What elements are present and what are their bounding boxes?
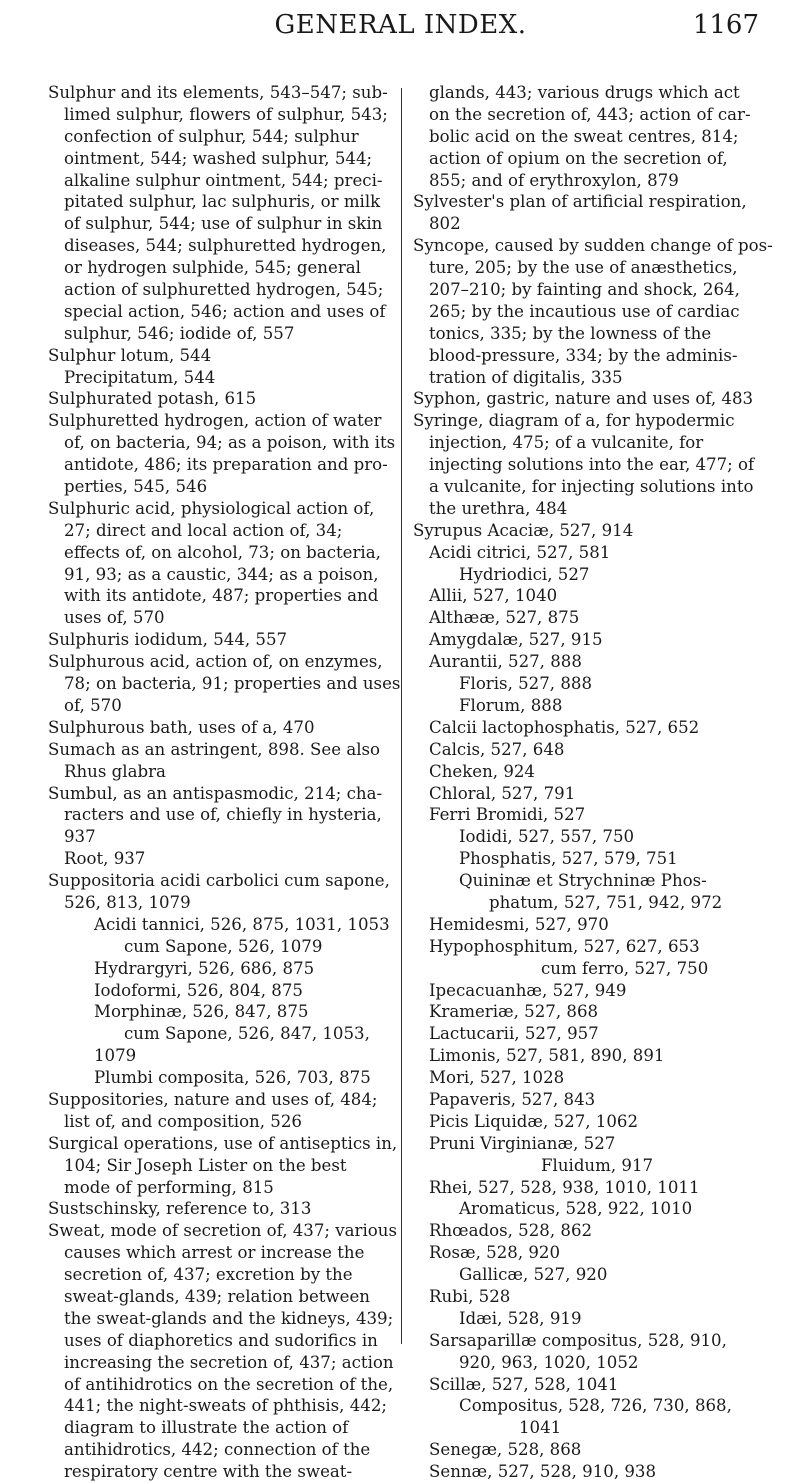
index-entry-line: perties, 545, 546 bbox=[64, 477, 208, 497]
index-entry-line: Sumbul, as an antispasmodic, 214; cha- bbox=[48, 783, 383, 803]
index-entry-line: Lactucarii, 527, 957 bbox=[429, 1024, 599, 1044]
index-entry-line: 265; by the incautious use of cardiac bbox=[429, 301, 740, 321]
index-entry-line: effects of, on alcohol, 73; on bacteria, bbox=[64, 542, 381, 562]
index-entry-line: Sustschinsky, reference to, 313 bbox=[48, 1199, 312, 1219]
index-entry-line: Florum, 888 bbox=[459, 695, 563, 715]
index-entry-line: Root, 937 bbox=[64, 849, 146, 869]
index-entry-line: causes which arrest or increase the bbox=[64, 1243, 365, 1263]
index-entry-line: of antihidrotics on the secretion of the, bbox=[64, 1374, 394, 1394]
index-entry-line: Papaveris, 527, 843 bbox=[429, 1089, 596, 1109]
index-entry-line: Rhei, 527, 528, 938, 1010, 1011 bbox=[429, 1177, 700, 1197]
index-entry-line: Senegæ, 528, 868 bbox=[429, 1440, 582, 1460]
index-entry-line: Limonis, 527, 581, 890, 891 bbox=[429, 1046, 665, 1066]
index-entry-line: diagram to illustrate the action of bbox=[64, 1418, 349, 1438]
index-entry-line: action of opium on the secretion of, bbox=[429, 148, 728, 168]
index-entry-line: Hypophosphitum, 527, 627, 653 bbox=[429, 936, 700, 956]
index-entry-line: antidote, 486; its preparation and pro- bbox=[64, 455, 388, 475]
index-entry-line: cum ferro, 527, 750 bbox=[541, 958, 709, 978]
index-entry-line: blood-pressure, 334; by the adminis- bbox=[429, 345, 738, 365]
index-entry-line: injecting solutions into the ear, 477; of bbox=[429, 455, 755, 475]
index-entry-line: Surgical operations, use of antiseptics in, bbox=[48, 1133, 398, 1153]
page-number: 1167 bbox=[692, 10, 759, 40]
index-entry-line: Syncope, caused by sudden change of pos- bbox=[413, 236, 773, 256]
index-entry-line: pitated sulphur, lac sulphuris, or milk bbox=[64, 192, 381, 212]
index-entry-line: mode of performing, 815 bbox=[64, 1177, 274, 1197]
index-entry-line: Syrupus Acaciæ, 527, 914 bbox=[413, 520, 634, 540]
index-entry-line: on the secretion of, 443; action of car- bbox=[429, 104, 751, 124]
index-entry-line: uses of diaphoretics and sudorifics in bbox=[64, 1330, 378, 1350]
index-entry-line: Sumach as an astringent, 898. See also bbox=[48, 739, 381, 759]
index-entry-line: Aromaticus, 528, 922, 1010 bbox=[459, 1199, 693, 1219]
index-entry-line: Floris, 527, 888 bbox=[459, 674, 593, 694]
index-entry-line: Hydriodici, 527 bbox=[459, 564, 590, 584]
index-entry-line: or hydrogen sulphide, 545; general bbox=[64, 258, 361, 278]
index-entry-line: Suppositories, nature and uses of, 484; bbox=[48, 1089, 378, 1109]
index-entry-line: Cheken, 924 bbox=[429, 761, 535, 781]
index-entry-line: Althææ, 527, 875 bbox=[429, 608, 580, 628]
index-entry-line: secretion of, 437; excretion by the bbox=[64, 1265, 353, 1285]
index-entry-line: Iodoformi, 526, 804, 875 bbox=[94, 980, 303, 1000]
index-entry-line: Sweat, mode of secretion of, 437; various bbox=[48, 1221, 397, 1241]
index-entry-line: sweat-glands, 439; relation between bbox=[64, 1286, 370, 1306]
index-entry-line: Rhœados, 528, 862 bbox=[429, 1221, 593, 1241]
index-entry-line: respiratory centre with the sweat- bbox=[64, 1462, 353, 1482]
index-entry-line: with its antidote, 487; properties and bbox=[64, 586, 379, 606]
index-entry-line: Acidi tannici, 526, 875, 1031, 1053 bbox=[94, 914, 390, 934]
index-entry-line: tonics, 335; by the lowness of the bbox=[429, 323, 712, 343]
index-entry-line: cum Sapone, 526, 847, 1053, bbox=[124, 1024, 370, 1044]
index-entry-line: diseases, 544; sulphuretted hydrogen, bbox=[64, 236, 387, 256]
index-column-right bbox=[413, 82, 773, 1483]
index-entry-line: antihidrotics, 442; connection of the bbox=[64, 1440, 371, 1460]
index-entry-line: Picis Liquidæ, 527, 1062 bbox=[429, 1111, 639, 1131]
index-entry-line: bolic acid on the sweat centres, 814; bbox=[429, 126, 739, 146]
index-entry-line: limed sulphur, flowers of sulphur, 543; bbox=[64, 104, 388, 124]
index-entry-line: Sulphur lotum, 544 bbox=[48, 345, 212, 365]
index-entry-line: Sennæ, 527, 528, 910, 938 bbox=[429, 1462, 657, 1482]
index-entry-line: Sylvester's plan of artificial respiration, bbox=[413, 192, 747, 212]
index-entry-line: Ipecacuanhæ, 527, 949 bbox=[429, 980, 627, 1000]
index-entry-line: cum Sapone, 526, 1079 bbox=[124, 936, 323, 956]
index-entry-line: glands, 443; various drugs which act bbox=[429, 83, 740, 102]
index-entry-line: Rubi, 528 bbox=[429, 1286, 511, 1306]
index-entry-line: Sulphurous bath, uses of a, 470 bbox=[48, 717, 315, 737]
index-entry-line: of sulphur, 544; use of sulphur in skin bbox=[64, 214, 383, 234]
index-entry-line: 441; the night-sweats of phthisis, 442; bbox=[64, 1396, 387, 1416]
index-entry-line: of, 570 bbox=[64, 695, 122, 715]
page-header bbox=[0, 10, 801, 46]
index-entry-line: uses of, 570 bbox=[64, 608, 165, 628]
index-entry-line: 78; on bacteria, 91; properties and uses bbox=[64, 674, 401, 694]
index-entry-line: 1041 bbox=[519, 1418, 562, 1438]
index-entry-line: a vulcanite, for injecting solutions into bbox=[429, 477, 754, 497]
index-entry-line: ointment, 544; washed sulphur, 544; bbox=[64, 148, 373, 168]
index-entry-line: the urethra, 484 bbox=[429, 498, 568, 518]
index-entry-line: Idæi, 528, 919 bbox=[459, 1308, 582, 1328]
index-entry-line: Amygdalæ, 527, 915 bbox=[429, 630, 603, 650]
index-entry-line: 802 bbox=[429, 214, 461, 234]
index-entry-line: Suppositoria acidi carbolici cum sapone, bbox=[48, 871, 390, 891]
index-entry-line: action of sulphuretted hydrogen, 545; bbox=[64, 280, 384, 300]
index-entry-line: Rosæ, 528, 920 bbox=[429, 1243, 561, 1263]
index-entry-line: 920, 963, 1020, 1052 bbox=[459, 1352, 639, 1372]
index-entry-line: Pruni Virginianæ, 527 bbox=[429, 1133, 616, 1153]
index-entry-line: Quininæ et Strychninæ Phos- bbox=[459, 871, 707, 891]
index-entry-line: Hydrargyri, 526, 686, 875 bbox=[94, 958, 315, 978]
index-entry-line: injection, 475; of a vulcanite, for bbox=[429, 433, 704, 453]
index-entry-line: list of, and composition, 526 bbox=[64, 1111, 302, 1131]
column-divider bbox=[401, 88, 402, 1344]
index-entry-line: Rhus glabra bbox=[64, 761, 166, 781]
index-entry-line: Sulphuric acid, physiological action of, bbox=[48, 498, 375, 518]
index-entry-line: Precipitatum, 544 bbox=[64, 367, 216, 387]
index-entry-line: Ferri Bromidi, 527 bbox=[429, 805, 586, 825]
index-entry-line: confection of sulphur, 544; sulphur bbox=[64, 126, 359, 146]
index-entry-line: Plumbi composita, 526, 703, 875 bbox=[94, 1068, 371, 1088]
index-entry-line: Sulphurated potash, 615 bbox=[48, 389, 257, 409]
index-entry-line: of, on bacteria, 94; as a poison, with its bbox=[64, 433, 396, 453]
index-entry-line: increasing the secretion of, 437; action bbox=[64, 1352, 394, 1372]
index-entry-line: Allii, 527, 1040 bbox=[429, 586, 558, 606]
index-entry-line: sulphur, 546; iodide of, 557 bbox=[64, 323, 295, 343]
index-entry-line: Calcii lactophosphatis, 527, 652 bbox=[429, 717, 700, 737]
index-entry-line: Scillæ, 527, 528, 1041 bbox=[429, 1374, 619, 1394]
index-entry-line: Mori, 527, 1028 bbox=[429, 1068, 565, 1088]
index-entry-line: Syphon, gastric, nature and uses of, 483 bbox=[413, 389, 754, 409]
index-entry-line: Iodidi, 527, 557, 750 bbox=[459, 827, 635, 847]
index-entry-line: 104; Sir Joseph Lister on the best bbox=[64, 1155, 347, 1175]
index-entry-line: the sweat-glands and the kidneys, 439; bbox=[64, 1308, 394, 1328]
index-entry-line: 526, 813, 1079 bbox=[64, 892, 191, 912]
index-entry-line: Chloral, 527, 791 bbox=[429, 783, 576, 803]
index-entry-line: Aurantii, 527, 888 bbox=[429, 652, 582, 672]
index-entry-line: racters and use of, chiefly in hysteria, bbox=[64, 805, 382, 825]
index-entry-line: Morphinæ, 526, 847, 875 bbox=[94, 1002, 309, 1022]
index-entry-line: Sulphurous acid, action of, on enzymes, bbox=[48, 652, 383, 672]
index-entry-line: tration of digitalis, 335 bbox=[429, 367, 623, 387]
index-entry-line: Phosphatis, 527, 579, 751 bbox=[459, 849, 678, 869]
index-entry-line: Sulphuris iodidum, 544, 557 bbox=[48, 630, 288, 650]
index-entry-line: Gallicæ, 527, 920 bbox=[459, 1265, 608, 1285]
index-entry-line: ture, 205; by the use of anæsthetics, bbox=[429, 258, 738, 278]
index-entry-line: 27; direct and local action of, 34; bbox=[64, 520, 343, 540]
index-entry-line: Krameriæ, 527, 868 bbox=[429, 1002, 599, 1022]
index-entry-line: 855; and of erythroxylon, 879 bbox=[429, 170, 679, 190]
index-column-left bbox=[48, 82, 401, 1483]
index-entry-line: 937 bbox=[64, 827, 96, 847]
index-entry-line: Acidi citrici, 527, 581 bbox=[429, 542, 611, 562]
index-entry-line: alkaline sulphur ointment, 544; preci- bbox=[64, 170, 383, 190]
index-entry-line: 91, 93; as a caustic, 344; as a poison, bbox=[64, 564, 379, 584]
running-title: GENERAL INDEX. bbox=[274, 10, 527, 40]
index-entry-line: Calcis, 527, 648 bbox=[429, 739, 565, 759]
index-entry-line: Fluidum, 917 bbox=[541, 1155, 654, 1175]
index-entry-line: phatum, 527, 751, 942, 972 bbox=[489, 892, 723, 912]
index-entry-line: Syringe, diagram of a, for hypodermic bbox=[413, 411, 735, 431]
index-entry-line: Sarsaparillæ compositus, 528, 910, bbox=[429, 1330, 727, 1350]
index-entry-line: special action, 546; action and uses of bbox=[64, 301, 386, 321]
index-entry-line: 207–210; by fainting and shock, 264, bbox=[429, 280, 740, 300]
index-entry-line: 1079 bbox=[94, 1046, 137, 1066]
index-entry-line: Sulphuretted hydrogen, action of water bbox=[48, 411, 382, 431]
index-entry-line: Sulphur and its elements, 543–547; sub- bbox=[48, 83, 388, 102]
index-entry-line: Compositus, 528, 726, 730, 868, bbox=[459, 1396, 732, 1416]
index-entry-line: Hemidesmi, 527, 970 bbox=[429, 914, 609, 934]
